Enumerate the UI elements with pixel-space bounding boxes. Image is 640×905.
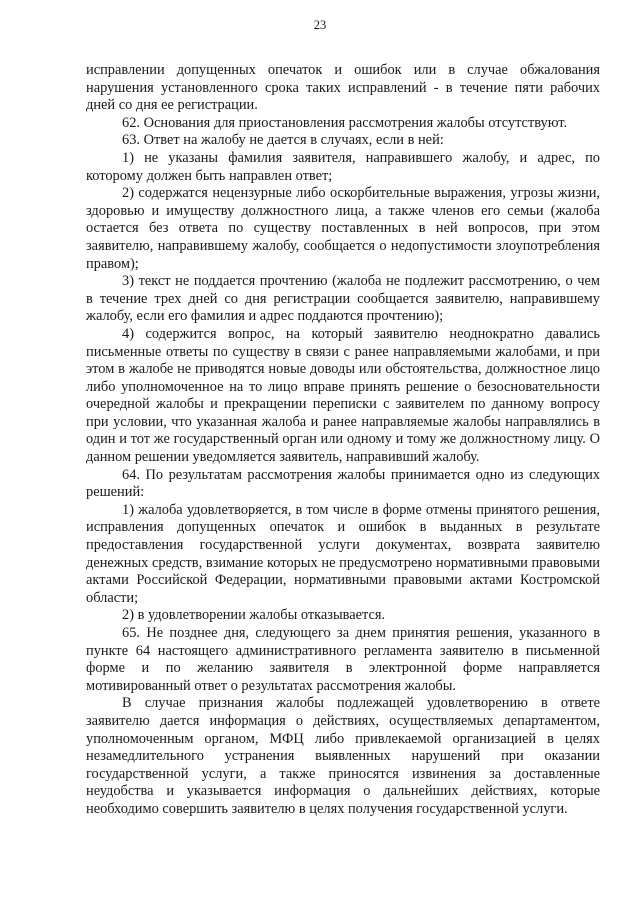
paragraph-64-item-1: 1) жалоба удовлетворяется, в том числе в форме отмены принятого решения, исправления допущенных опечаток и ошибок в выданных в результате предоставления государственной услуги документах, возврата заявителю денежных средств, взимание которых не предусмотрено нормативными правовыми актами Российской Федерации, нормативными правовыми актами Костромской области; xyxy=(86,501,600,606)
paragraph-63-item-1: 1) не указаны фамилия заявителя, направившего жалобу, и адрес, по которому должен быть направлен ответ; xyxy=(86,149,600,184)
page-number: 23 xyxy=(313,18,327,32)
paragraph-63-item-3: 3) текст не поддается прочтению (жалоба не подлежит рассмотрению, о чем в течение трех дней со дня регистрации сообщается заявителю, направившему жалобу, если его фамилия и адрес поддаются прочтению); xyxy=(86,273,600,325)
paragraph-65: 65. Не позднее дня, следующего за днем принятия решения, указанного в пункте 64 настоящего административного регламента заявителю в письменной форме и по желанию заявителя в электронной форме направляется мотивированный ответ о результатах рассмотрения жалобы. xyxy=(86,625,600,694)
paragraph-63-item-4: 4) содержится вопрос, на который заявителю неоднократно давались письменные ответы по существу в связи с ранее направляемыми жалобами, и при этом в жалобе не приводятся новые доводы или обстоятельства, должностное лицо либо уполномоченное на то лицо вправе принять решение о безосновательности очередной жалобы и прекращении переписки с заявителем по данному вопросу при условии, что указанная жалоба и ранее направляемые жалобы направлялись в один и тот же государственный орган или одному и тому же должностному лицу. О данном решении уведомляется заявитель, направивший жалобу. xyxy=(86,325,600,466)
paragraph-63: 63. Ответ на жалобу не дается в случаях, если в ней: xyxy=(122,132,444,149)
paragraph-64-item-2: 2) в удовлетворении жалобы отказывается. xyxy=(122,607,386,624)
paragraph-65-continuation: В случае признания жалобы подлежащей удовлетворению в ответе заявителю дается информация о действиях, осуществляемых департаментом, уполномоченным органом, МФЦ либо привлекаемой организацией в целях незамедлительного устранения выявленных нарушений при оказании государственной услуги, а также приносятся извинения за доставленные неудобства и указывается информация о дальнейших действиях, которые необходимо совершить заявителю в целях получения государственной услуги. xyxy=(86,695,600,817)
document-body xyxy=(86,62,600,819)
paragraph-63-item-2: 2) содержатся нецензурные либо оскорбительные выражения, угрозы жизни, здоровью и имуществу должностного лица, а также членов его семьи (жалоба остается без ответа по существу поставленных в ней вопросов, при этом заявителю, направившему жалобу, сообщается о недопустимости злоупотребления правом); xyxy=(86,185,600,272)
paragraph-64: 64. По результатам рассмотрения жалобы принимается одно из следующих решений: xyxy=(86,466,600,501)
paragraph-continuation: исправлении допущенных опечаток и ошибок или в случае обжалования нарушения установленного срока таких исправлений - в течение пяти рабочих дней со дня ее регистрации. xyxy=(86,62,600,114)
paragraph-62: 62. Основания для приостановления рассмотрения жалобы отсутствуют. xyxy=(122,114,568,131)
